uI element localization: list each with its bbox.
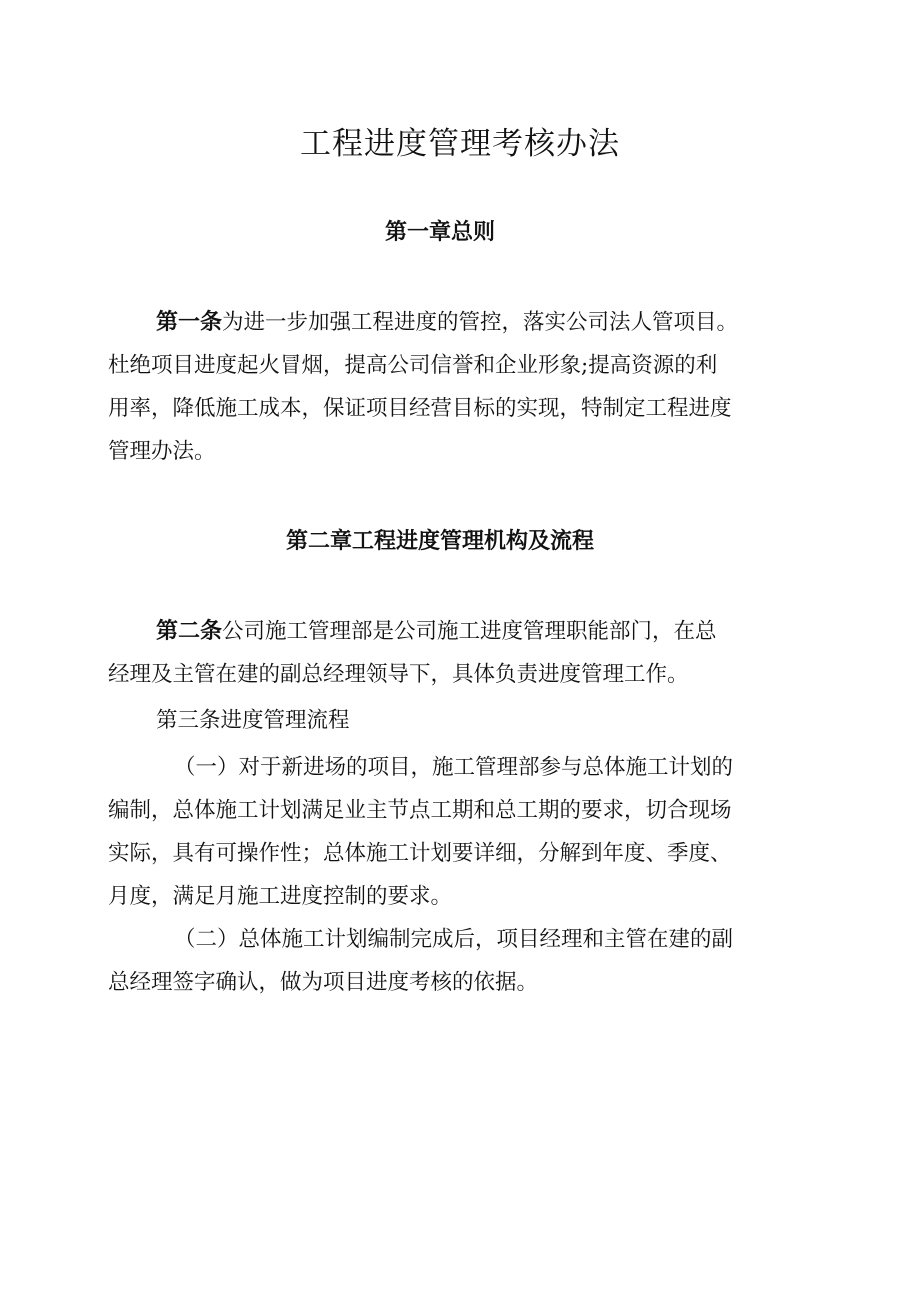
- paragraph-line: [108, 301, 808, 344]
- article-3-heading: [108, 699, 808, 742]
- paragraph-line: 月度，满足月施工进度控制的要求。: [108, 884, 453, 909]
- article-2-paragraph: [108, 610, 808, 696]
- chapter-2-heading: 第二章工程进度管理机构及流程: [285, 529, 594, 554]
- paragraph-line: 第三条进度管理流程: [156, 708, 350, 733]
- article-2-label: 第二条: [156, 619, 223, 644]
- paragraph-line: （一）对于新进场的项目，施工管理部参与总体施工计划的: [174, 755, 734, 780]
- paragraph-line: 管理办法。: [108, 439, 216, 464]
- process-item-1-paragraph: [108, 746, 808, 918]
- chapter-1-heading: 第一章总则: [384, 220, 495, 245]
- paragraph-line: 杜绝项目进度起火冒烟，提高公司信誉和企业形象;提高资源的利: [108, 353, 718, 378]
- paragraph-text: 公司施工管理部是公司施工进度管理职能部门，在总: [222, 619, 717, 644]
- paragraph-line: 用率，降低施工成本，保证项目经营目标的实现，特制定工程进度: [108, 396, 732, 421]
- paragraph-line: 经理及主管在建的副总经理领导下，具体负责进度管理工作。: [108, 662, 689, 687]
- paragraph-line: （二）总体施工计划编制完成后，项目经理和主管在建的副: [174, 927, 734, 952]
- process-item-2-paragraph: [108, 918, 808, 1004]
- paragraph-line: 实际，具有可操作性；总体施工计划要详细，分解到年度、季度、: [108, 841, 732, 866]
- paragraph-line: 编制，总体施工计划满足业主节点工期和总工期的要求，切合现场: [108, 798, 732, 823]
- paragraph-line: [108, 610, 808, 653]
- paragraph-text: 为进一步加强工程进度的管控，落实公司法人管项目。: [222, 310, 739, 335]
- document-title: 工程进度管理考核办法: [300, 126, 620, 162]
- article-1-paragraph: [108, 301, 808, 473]
- paragraph-line: 总经理签字确认，做为项目进度考核的依据。: [108, 970, 539, 995]
- article-1-label: 第一条: [156, 310, 223, 335]
